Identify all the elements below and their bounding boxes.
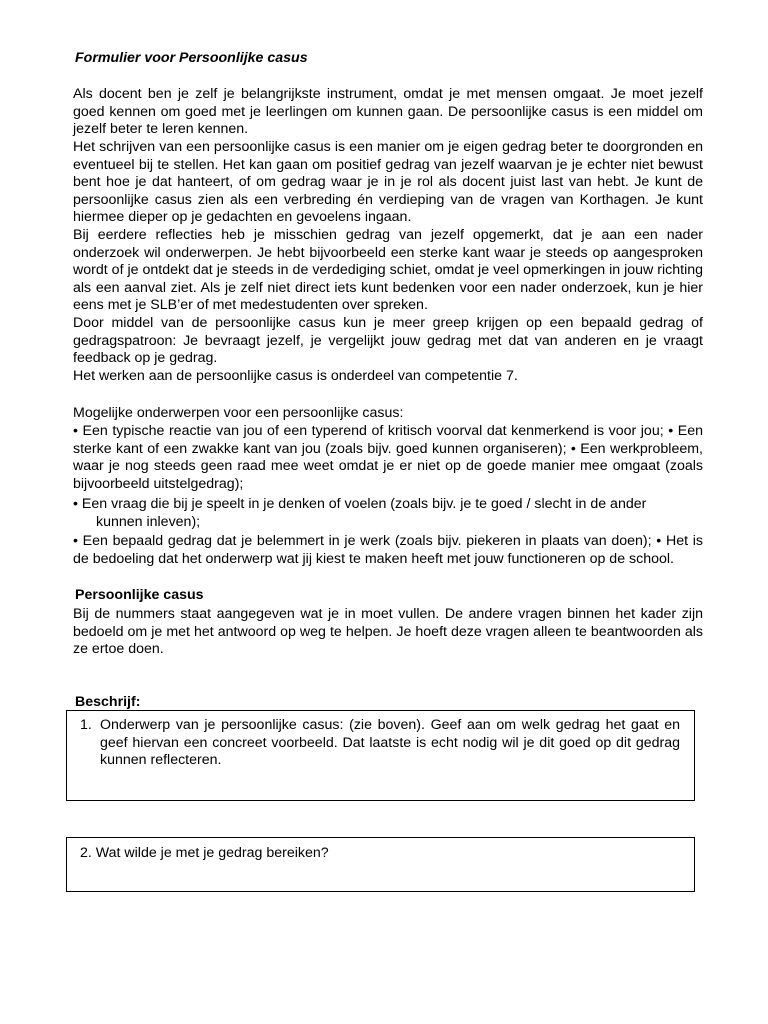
question-1-text: Onderwerp van je persoonlijke casus: (zie boven). Geef aan om welk gedrag het gaat en geef hiervan een concreet voorbeeld. Dat laatste is echt nodig wil je dit goed op dit gedrag kunnen reflecteren.	[100, 717, 680, 769]
topics-bullet-2	[73, 496, 703, 531]
topics-bullet-1: • Een typische reactie van jou of een typerend of kritisch voorval dat kenmerkend is voor jou; • Een sterke kant of een zwakke kant van jou (zoals bijv. goed kunnen organiseren); • Een werkprobleem, waar je nog steeds geen raad mee weet omdat je er niet op de goede manier mee omgaat (zoals bijvoorbeeld uitstelgedrag);	[73, 423, 703, 492]
question-1	[80, 717, 680, 770]
question-2-text: 2. Wat wilde je met je gedrag bereiken?	[80, 845, 329, 861]
describe-heading: Beschrijf:	[75, 694, 141, 710]
intro-paragraph-5: Het werken aan de persoonlijke casus is onderdeel van competentie 7.	[73, 368, 518, 384]
page-title: Formulier voor Persoonlijke casus	[75, 50, 308, 66]
intro-paragraph-2: Het schrijven van een persoonlijke casus is een manier om je eigen gedrag beter te doorgronden en eventueel bij te stellen. Het kan gaan om positief gedrag van jezelf waarvan je je echter niet bewust bent hoe je dat hanteert, of om gedrag waar je in je rol als docent juist last van hebt. Je kunt de persoonlijke casus zien als een verbreding én verdieping van de vragen van Korthagen. Je kunt hiermee dieper op je gedachten en gevoelens ingaan.	[73, 139, 703, 226]
topics-bullet-3: • Een bepaald gedrag dat je belemmert in je werk (zoals bijv. piekeren in plaats van doen); • Het is de bedoeling dat het onderwerp wat jij kiest te maken heeft met jouw functioneren op de school.	[73, 533, 703, 567]
intro-paragraph-4: Door middel van de persoonlijke casus kun je meer greep krijgen op een bepaald gedrag of gedragspatroon: Je bevraagt jezelf, je vergelijkt jouw gedrag met dat van anderen en je vraagt feedback op je gedrag.	[73, 315, 703, 367]
intro-paragraph-1: Als docent ben je zelf je belangrijkste instrument, omdat je met mensen omgaat. Je moet jezelf goed kennen om goed met je leerlingen om kunnen gaan. De persoonlijke casus is een middel om jezelf beter te leren kennen.	[73, 86, 703, 138]
question-1-number: 1.	[80, 717, 92, 733]
topics-bullet-2-line-1: • Een vraag die bij je speelt in je denken of voelen (zoals bijv. je te goed / slecht in de ander	[73, 496, 647, 512]
casus-heading: Persoonlijke casus	[75, 587, 204, 603]
topics-heading: Mogelijke onderwerpen voor een persoonlijke casus:	[73, 405, 404, 421]
topics-bullet-2-line-2: kunnen inleven);	[96, 513, 201, 530]
intro-paragraph-3: Bij eerdere reflecties heb je misschien gedrag van jezelf opgemerkt, dat je aan een nader onderzoek wil onderwerpen. Je hebt bijvoorbeeld een sterke kant waar je steeds op aangesproken wordt of je ontdekt dat je steeds in de verdediging schiet, omdat je veel opmerkingen in jouw richting als een aanval ziet. Als je zelf niet direct iets kunt bedenken voor een nader onderzoek, kun je hier eens met je SLB’er of met medestudenten over spreken.	[73, 227, 703, 314]
casus-instructions: Bij de nummers staat aangegeven wat je in moet vullen. De andere vragen binnen het kader zijn bedoeld om je met het antwoord op weg te helpen. Je hoeft deze vragen alleen te beantwoorden als ze ertoe doen.	[73, 606, 703, 658]
